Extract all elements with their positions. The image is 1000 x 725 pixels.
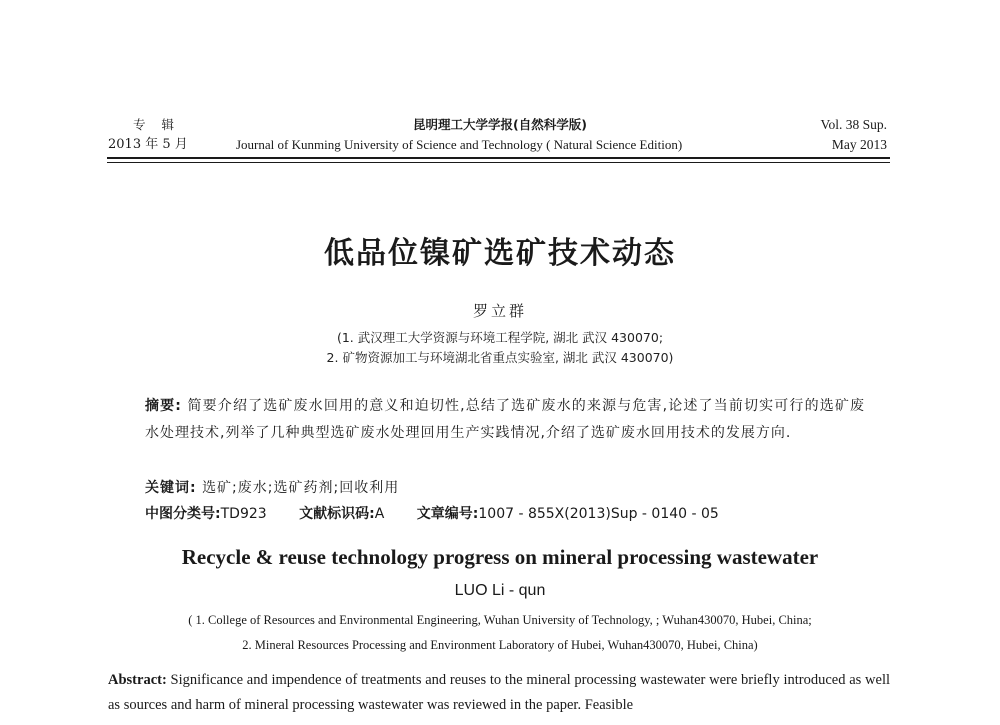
doc-code-value: A: [374, 506, 385, 522]
article-no-label: 文章编号:: [416, 506, 479, 522]
abstract-en-text: Significance and impendence of treatments and reuses to the mineral processing wastewater were briefly introduced as well as sources and harm of mineral processing wastewater was reviewed in the paper. Feasible: [108, 672, 890, 713]
header-column-label: 专 辑: [133, 117, 180, 132]
author-cn: 罗立群: [472, 302, 527, 320]
classification-row: [145, 503, 747, 523]
affiliation-cn-1: (1. 武汉理工大学资源与环境工程学院, 湖北 武汉 430070;: [336, 330, 664, 345]
doc-code-label: 文献标识码:: [299, 506, 375, 522]
paper-title-en: Recycle & reuse technology progress on mineral processing wastewater: [181, 545, 819, 569]
header-volume: Vol. 38 Sup.: [820, 117, 887, 132]
paper-title-cn: 低品位镍矿选矿技术动态: [324, 236, 676, 271]
article-no-value: 1007 - 855X(2013)Sup - 0140 - 05: [478, 506, 719, 522]
author-en: LUO Li - qun: [454, 582, 546, 599]
clc-label: 中图分类号:: [145, 506, 221, 522]
keywords-cn-text: 选矿;废水;选矿药剂;回收利用: [202, 480, 400, 496]
clc-value: TD923: [220, 506, 267, 522]
affiliation-cn-2: 2. 矿物资源加工与环境湖北省重点实验室, 湖北 武汉 430070): [326, 350, 674, 365]
journal-name-cn: 昆明理工大学学报(自然科学版): [413, 117, 587, 132]
keywords-cn-label: 关键词:: [145, 480, 197, 496]
keywords-cn: [145, 477, 399, 497]
header-rule-thin: [107, 162, 890, 163]
abstract-cn-text: 简要介绍了选矿废水回用的意义和迫切性,总结了选矿废水的来源与危害,论述了当前切实可行的选矿废水处理技术,列举了几种典型选矿废水处理回用生产实践情况,介绍了选矿废水回用技术的发展方向.: [145, 398, 866, 441]
header-issue-date: 2013 年 5 月: [108, 137, 188, 152]
affiliation-en-1: ( 1. College of Resources and Environmental Engineering, Wuhan University of Technology, ; Wuhan430070, Hubei, China;: [188, 613, 812, 627]
abstract-cn-label: 摘要:: [145, 398, 182, 414]
header-rule-thick: [107, 157, 890, 159]
header-month: May 2013: [831, 137, 887, 152]
abstract-cn: [145, 393, 865, 447]
journal-name-en: Journal of Kunming University of Science and Technology ( Natural Science Edition): [236, 137, 683, 152]
abstract-en: [108, 668, 890, 718]
abstract-en-label: Abstract:: [108, 672, 167, 688]
affiliation-en-2: 2. Mineral Resources Processing and Environment Laboratory of Hubei, Wuhan430070, Hubei, China): [242, 638, 758, 652]
